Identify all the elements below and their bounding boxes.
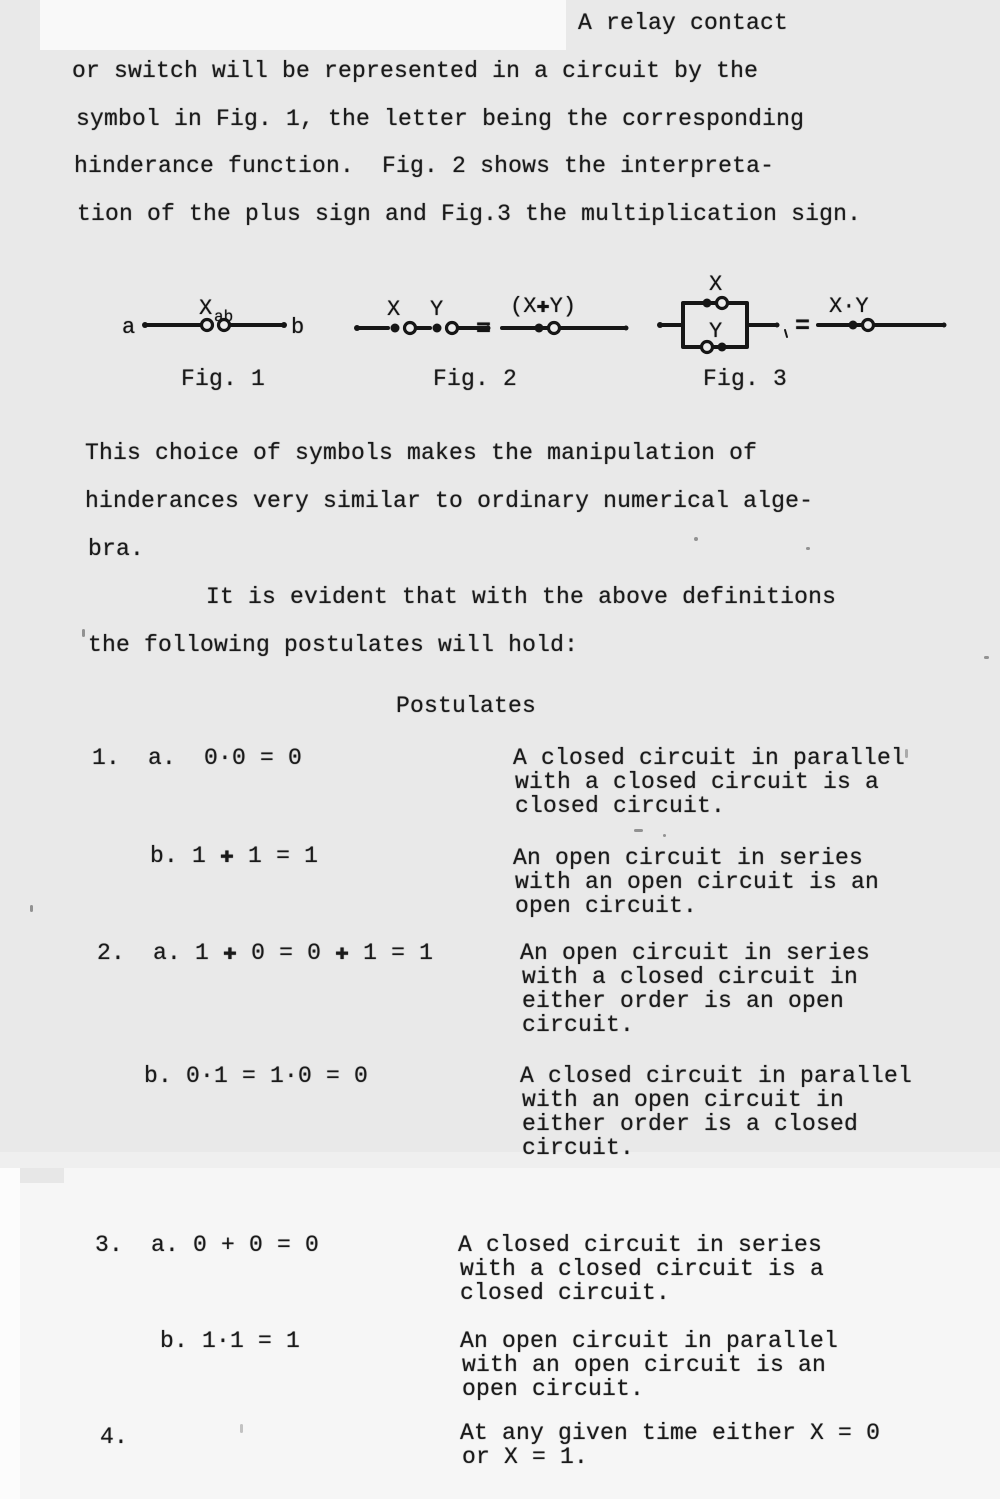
body-line: It is evident that with the above definitions <box>206 584 837 610</box>
fig3-parallel-circuit-diagram <box>655 272 955 364</box>
postulate-2a-desc-line: with a closed circuit in <box>522 964 859 990</box>
postulate-2b-desc-line: either order is a closed <box>522 1111 859 1137</box>
fig2-series-circuit-diagram <box>350 288 635 350</box>
postulate-3a-desc-line: closed circuit. <box>460 1280 671 1306</box>
fig1-terminal-b-label: b <box>291 315 305 340</box>
postulate-3b-equation: b. 1·1 = 1 <box>160 1328 301 1354</box>
body-line: bra. <box>88 536 145 562</box>
fig3-branch-y-label: Y <box>709 319 723 344</box>
postulate-1b-desc-line: with an open circuit is an <box>515 869 880 895</box>
postulate-1a-desc-line: with a closed circuit is a <box>515 769 880 795</box>
postulate-3a-desc-line: A closed circuit in series <box>458 1232 823 1258</box>
postulate-2b-equation: b. 0·1 = 1·0 = 0 <box>144 1063 369 1089</box>
scan-white-patch <box>40 0 566 50</box>
fig1-terminal-a-label: a <box>122 315 136 340</box>
fig2-equals-sign: = <box>476 315 492 344</box>
fig3-branch-x-label: X <box>709 272 723 297</box>
scan-speck <box>240 1424 243 1433</box>
postulate-2b-desc-line: circuit. <box>522 1135 635 1161</box>
postulate-1b-equation: b. 1 ✚ 1 = 1 <box>150 843 319 869</box>
scan-left-strip <box>0 1168 20 1499</box>
postulate-3b-desc-line: An open circuit in parallel <box>460 1328 839 1354</box>
scan-gray-notch <box>20 1168 64 1183</box>
intro-line: tion of the plus sign and Fig.3 the multiplication sign. <box>77 201 862 227</box>
postulates-heading: Postulates <box>396 693 537 719</box>
intro-line: or switch will be represented in a circuit by the <box>72 58 759 84</box>
scan-speck <box>984 656 989 659</box>
fig1-hinderance-label: X <box>199 296 213 321</box>
postulate-3a-equation: 3. a. 0 + 0 = 0 <box>95 1232 320 1258</box>
fig1-relay-contact-diagram <box>118 288 318 350</box>
postulate-1a-desc-line: A closed circuit in parallel <box>513 745 906 771</box>
postulate-3a-desc-line: with a closed circuit is a <box>460 1256 825 1282</box>
postulate-2a-equation: 2. a. 1 ✚ 0 = 0 ✚ 1 = 1 <box>97 940 434 966</box>
postulate-1a-equation: 1. a. 0·0 = 0 <box>92 745 303 771</box>
scan-speck <box>905 749 908 758</box>
fig2-result-label: (X✚Y) <box>510 294 577 319</box>
postulate-3b-desc-line: with an open circuit is an <box>462 1352 827 1378</box>
scan-speck <box>663 834 666 837</box>
body-line: This choice of symbols makes the manipulation of <box>85 440 758 466</box>
postulate-2b-desc-line: with an open circuit in <box>522 1087 845 1113</box>
postulate-4-number: 4. <box>100 1424 129 1450</box>
postulate-2b-desc-line: A closed circuit in parallel <box>520 1063 913 1089</box>
intro-line: hinderance function. Fig. 2 shows the interpreta- <box>74 153 775 179</box>
fig3-caption: Fig. 3 <box>703 366 788 392</box>
scan-speck <box>82 629 85 637</box>
intro-title-fragment: A relay contact <box>578 10 789 36</box>
postulate-2a-desc-line: either order is an open <box>522 988 845 1014</box>
postulate-3b-desc-line: open circuit. <box>462 1376 645 1402</box>
fig2-contact-y-label: Y <box>430 297 444 322</box>
scan-speck <box>634 829 643 832</box>
body-line: hinderances very similar to ordinary numerical alge- <box>85 488 814 514</box>
body-line: the following postulates will hold: <box>88 632 579 658</box>
postulate-1b-desc-line: An open circuit in series <box>513 845 864 871</box>
fig1-hinderance-subscript: ab <box>214 308 234 326</box>
fig3-result-label: X·Y <box>829 294 869 319</box>
scan-speck <box>694 537 698 541</box>
postulate-4-desc-line: or X = 1. <box>462 1444 589 1470</box>
postulate-1a-desc-line: closed circuit. <box>515 793 726 819</box>
scan-speck <box>30 905 33 912</box>
fig3-equals-sign: = <box>795 312 811 341</box>
fig2-caption: Fig. 2 <box>433 366 518 392</box>
scan-seam-band <box>0 1152 1000 1168</box>
intro-line: symbol in Fig. 1, the letter being the corresponding <box>76 106 805 132</box>
fig1-caption: Fig. 1 <box>181 366 266 392</box>
postulate-4-desc-line: At any given time either X = 0 <box>460 1420 881 1446</box>
postulate-2a-desc-line: circuit. <box>522 1012 635 1038</box>
fig2-contact-x-label: X <box>387 297 401 322</box>
postulate-2a-desc-line: An open circuit in series <box>520 940 871 966</box>
scan-speck <box>806 547 810 550</box>
postulate-1b-desc-line: open circuit. <box>515 893 698 919</box>
